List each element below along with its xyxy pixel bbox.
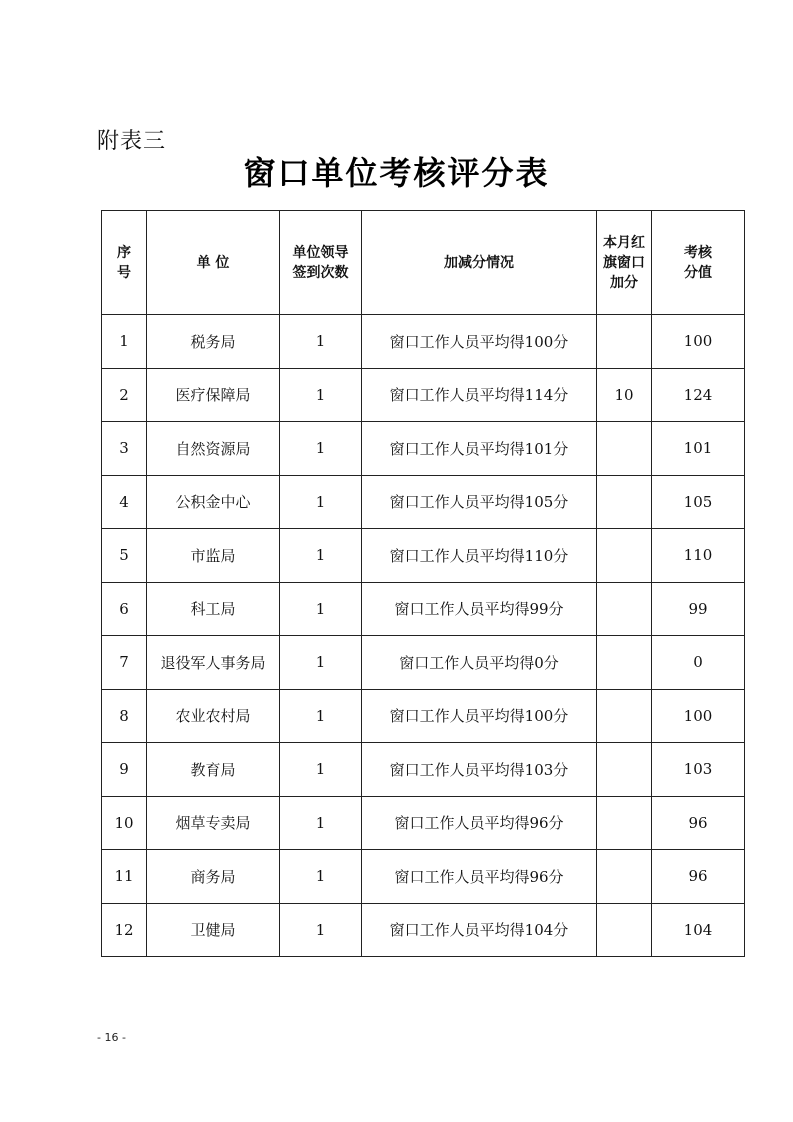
cell-unit: 医疗保障局: [147, 368, 280, 422]
cell-serial: 9: [102, 743, 147, 797]
cell-red-flag-bonus: 10: [597, 368, 652, 422]
header-red-flag-bonus: 本月红 旗窗口 加分: [597, 211, 652, 315]
table-row: [102, 422, 745, 476]
cell-serial: 12: [102, 903, 147, 957]
cell-adjustments: 窗口工作人员平均得103分: [362, 743, 597, 797]
cell-red-flag-bonus: [597, 475, 652, 529]
cell-serial: 6: [102, 582, 147, 636]
cell-score: 105: [652, 475, 745, 529]
cell-unit: 税务局: [147, 315, 280, 369]
score-table: [101, 210, 745, 957]
cell-leader-signins: 1: [280, 796, 362, 850]
cell-adjustments: 窗口工作人员平均得96分: [362, 796, 597, 850]
cell-leader-signins: 1: [280, 850, 362, 904]
cell-adjustments: 窗口工作人员平均得100分: [362, 315, 597, 369]
table-row: [102, 475, 745, 529]
cell-adjustments: 窗口工作人员平均得114分: [362, 368, 597, 422]
cell-red-flag-bonus: [597, 903, 652, 957]
cell-unit: 退役军人事务局: [147, 636, 280, 690]
table-row: [102, 689, 745, 743]
cell-leader-signins: 1: [280, 689, 362, 743]
cell-leader-signins: 1: [280, 475, 362, 529]
table-row: [102, 850, 745, 904]
cell-leader-signins: 1: [280, 743, 362, 797]
cell-red-flag-bonus: [597, 850, 652, 904]
cell-serial: 8: [102, 689, 147, 743]
attachment-label: 附表三: [97, 129, 167, 154]
cell-serial: 11: [102, 850, 147, 904]
cell-unit: 商务局: [147, 850, 280, 904]
cell-red-flag-bonus: [597, 743, 652, 797]
cell-red-flag-bonus: [597, 582, 652, 636]
table-row: [102, 903, 745, 957]
page-number: - 16 -: [97, 1031, 126, 1044]
cell-unit: 自然资源局: [147, 422, 280, 476]
cell-unit: 卫健局: [147, 903, 280, 957]
cell-serial: 3: [102, 422, 147, 476]
cell-unit: 科工局: [147, 582, 280, 636]
cell-unit: 公积金中心: [147, 475, 280, 529]
table-header-row: [102, 211, 745, 315]
cell-adjustments: 窗口工作人员平均得101分: [362, 422, 597, 476]
page-title: 窗口单位考核评分表: [243, 154, 550, 192]
cell-unit: 教育局: [147, 743, 280, 797]
cell-adjustments: 窗口工作人员平均得110分: [362, 529, 597, 583]
cell-leader-signins: 1: [280, 368, 362, 422]
cell-leader-signins: 1: [280, 582, 362, 636]
cell-red-flag-bonus: [597, 315, 652, 369]
table-row: [102, 315, 745, 369]
cell-unit: 市监局: [147, 529, 280, 583]
cell-score: 124: [652, 368, 745, 422]
cell-adjustments: 窗口工作人员平均得105分: [362, 475, 597, 529]
cell-score: 100: [652, 315, 745, 369]
cell-score: 100: [652, 689, 745, 743]
cell-unit: 烟草专卖局: [147, 796, 280, 850]
header-leader-signins: 单位领导 签到次数: [280, 211, 362, 315]
cell-score: 101: [652, 422, 745, 476]
cell-adjustments: 窗口工作人员平均得96分: [362, 850, 597, 904]
cell-serial: 7: [102, 636, 147, 690]
cell-score: 104: [652, 903, 745, 957]
cell-serial: 4: [102, 475, 147, 529]
cell-leader-signins: 1: [280, 422, 362, 476]
table-row: [102, 636, 745, 690]
header-serial: 序 号: [102, 211, 147, 315]
cell-leader-signins: 1: [280, 529, 362, 583]
cell-adjustments: 窗口工作人员平均得104分: [362, 903, 597, 957]
cell-red-flag-bonus: [597, 422, 652, 476]
cell-adjustments: 窗口工作人员平均得99分: [362, 582, 597, 636]
header-adjustments: 加减分情况: [362, 211, 597, 315]
cell-unit: 农业农村局: [147, 689, 280, 743]
cell-serial: 5: [102, 529, 147, 583]
cell-score: 96: [652, 850, 745, 904]
cell-red-flag-bonus: [597, 636, 652, 690]
cell-score: 99: [652, 582, 745, 636]
cell-serial: 2: [102, 368, 147, 422]
table-row: [102, 796, 745, 850]
table-row: [102, 582, 745, 636]
cell-score: 0: [652, 636, 745, 690]
cell-adjustments: 窗口工作人员平均得100分: [362, 689, 597, 743]
cell-leader-signins: 1: [280, 903, 362, 957]
cell-score: 96: [652, 796, 745, 850]
cell-score: 110: [652, 529, 745, 583]
cell-red-flag-bonus: [597, 689, 652, 743]
cell-red-flag-bonus: [597, 796, 652, 850]
cell-serial: 10: [102, 796, 147, 850]
cell-leader-signins: 1: [280, 315, 362, 369]
table-row: [102, 368, 745, 422]
header-unit: 单 位: [147, 211, 280, 315]
cell-adjustments: 窗口工作人员平均得0分: [362, 636, 597, 690]
cell-leader-signins: 1: [280, 636, 362, 690]
header-score: 考核 分值: [652, 211, 745, 315]
table-row: [102, 743, 745, 797]
cell-red-flag-bonus: [597, 529, 652, 583]
cell-serial: 1: [102, 315, 147, 369]
table-row: [102, 529, 745, 583]
cell-score: 103: [652, 743, 745, 797]
